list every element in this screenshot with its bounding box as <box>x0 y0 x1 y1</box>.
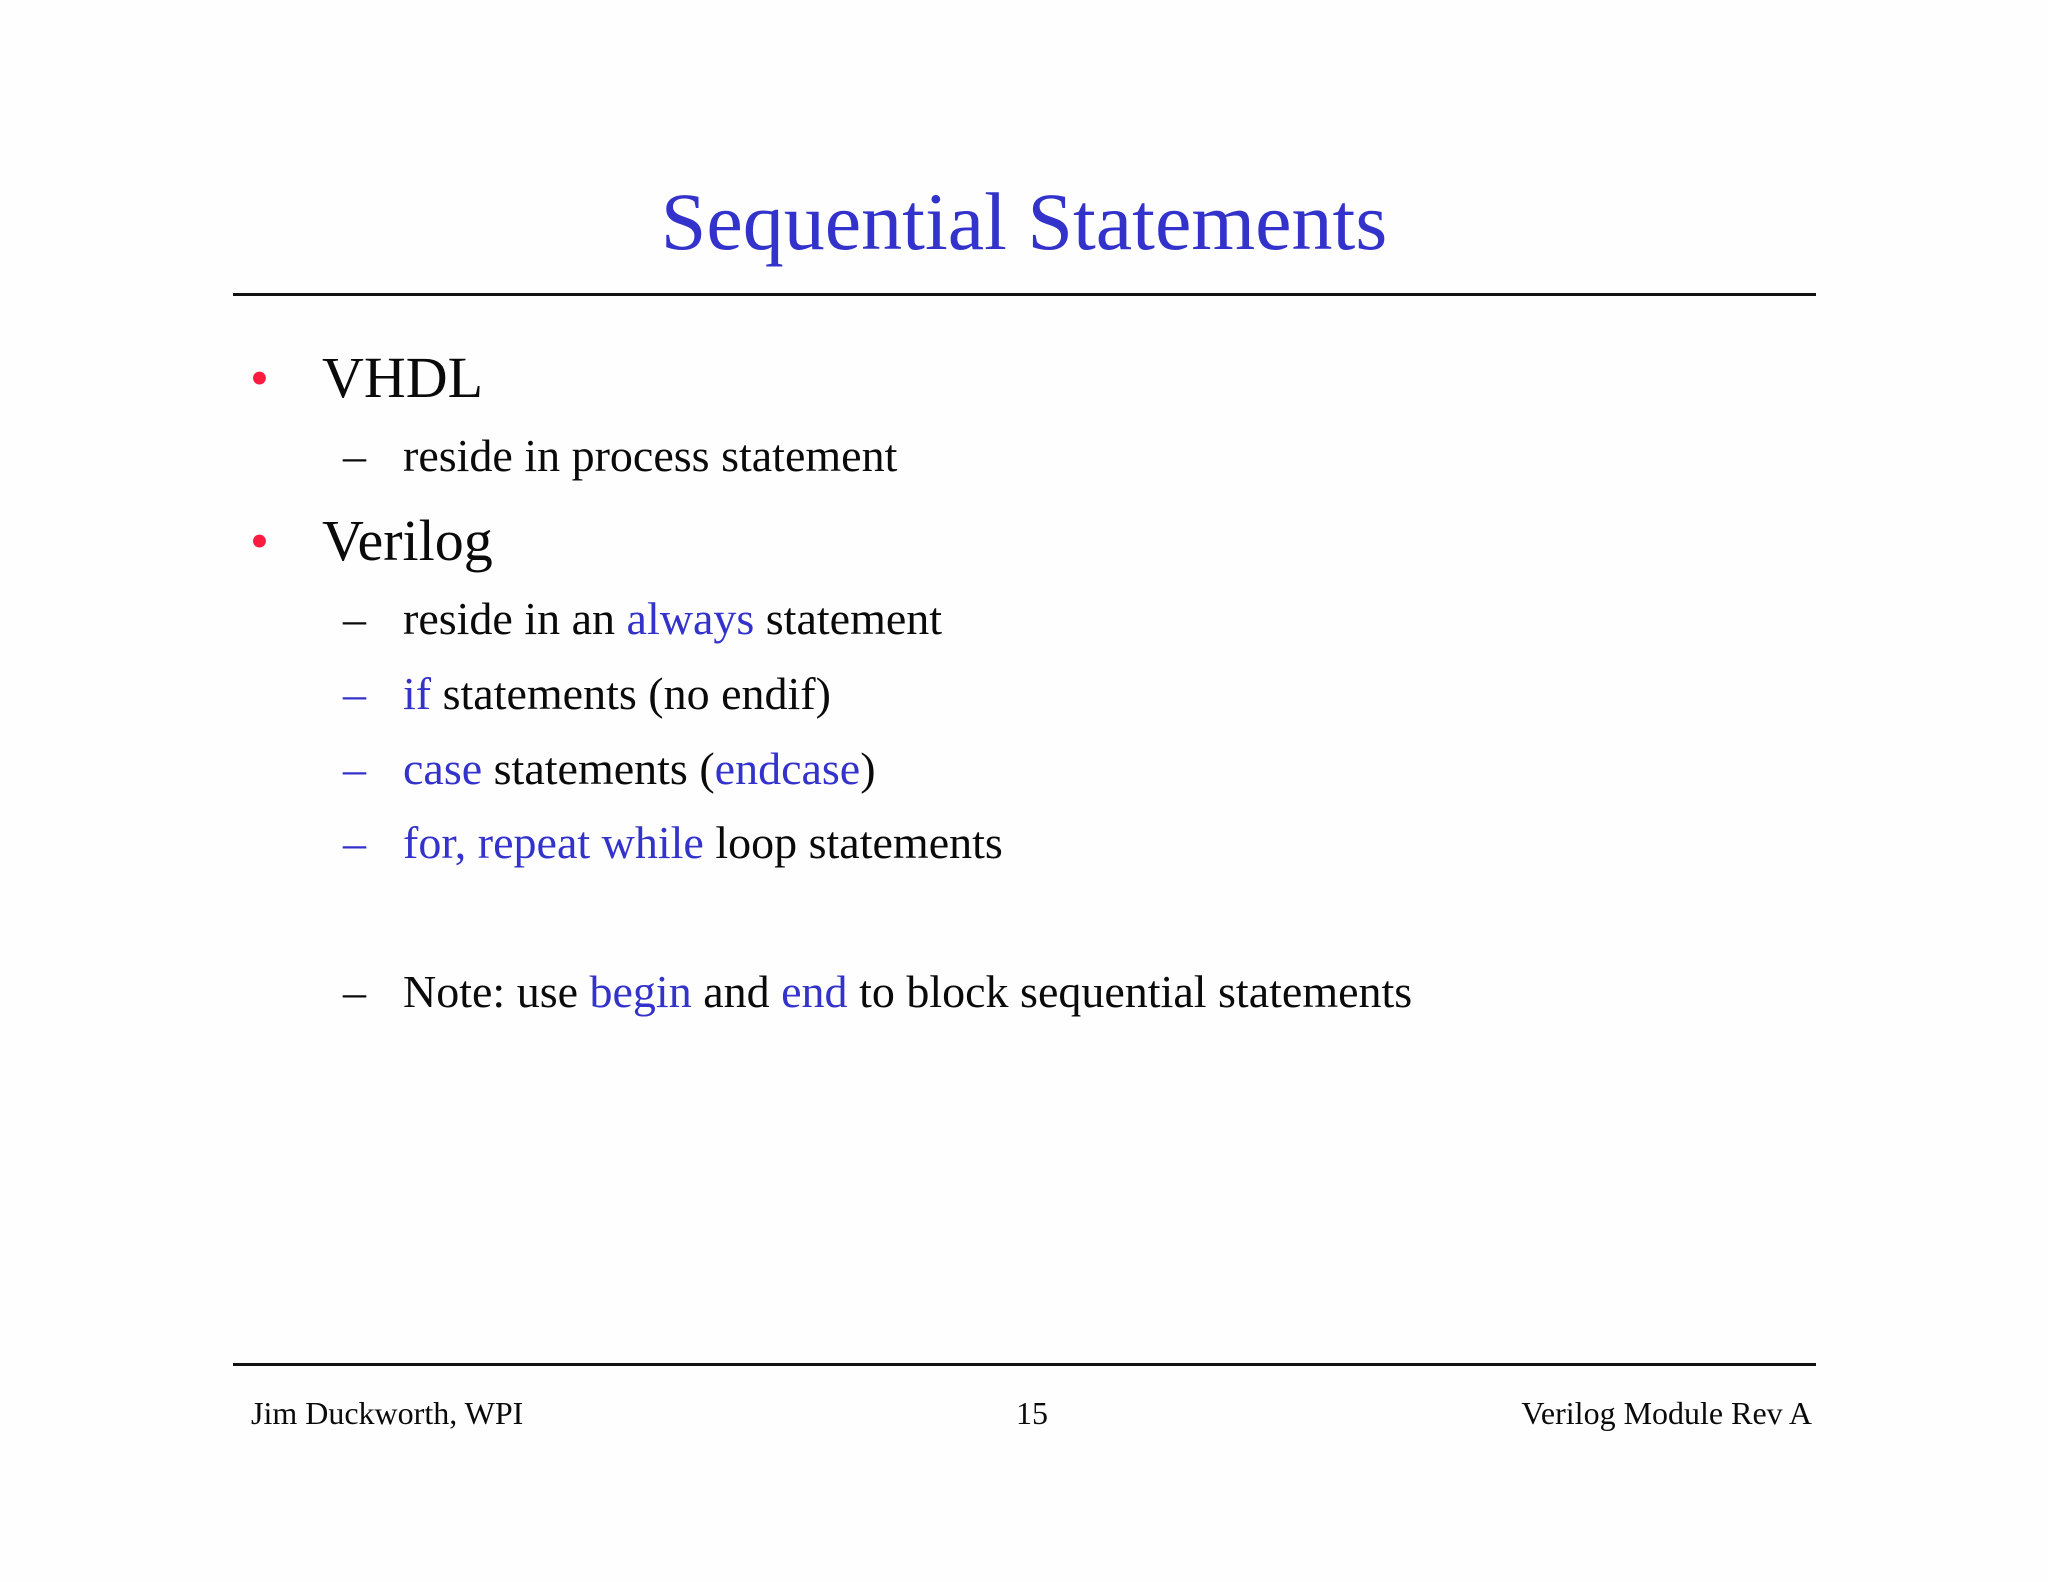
dash-icon: – <box>343 593 366 644</box>
bullet-icon: • <box>250 511 269 571</box>
bullet-label: VHDL <box>322 345 484 410</box>
text-span: loop statements <box>703 817 1003 868</box>
keyword-always: always <box>626 593 755 644</box>
subitem-text <box>403 666 831 722</box>
dash-icon: – <box>343 966 366 1017</box>
dash-icon: – <box>343 668 366 719</box>
footer-divider <box>233 1363 1816 1366</box>
text-span: Note: use <box>403 966 590 1017</box>
keyword-endcase: endcase <box>714 743 861 794</box>
keyword-if: if <box>403 668 432 719</box>
footer-module: Verilog Module Rev A <box>1521 1395 1812 1431</box>
bullet-label: Verilog <box>322 508 493 573</box>
subitem-text <box>403 741 876 797</box>
subitem-text <box>403 428 897 484</box>
text-span: ) <box>860 743 876 794</box>
subitem-text <box>403 591 942 647</box>
text-span: reside in an <box>403 593 627 644</box>
dash-icon: – <box>343 743 366 794</box>
text-span: and <box>691 966 782 1017</box>
dash-icon: – <box>343 430 366 481</box>
keyword-case: case <box>403 743 483 794</box>
text-span: statement <box>754 593 943 644</box>
keyword-begin: begin <box>589 966 692 1017</box>
text-span: to block sequential statements <box>847 966 1413 1017</box>
bullet-icon: • <box>250 348 269 408</box>
subitem-text <box>403 815 1003 871</box>
text-span: reside in process statement <box>403 430 898 481</box>
keyword-loops: for, repeat while <box>403 817 704 868</box>
subitem-text <box>403 964 1412 1020</box>
dash-icon: – <box>343 817 366 868</box>
title-divider <box>233 293 1816 296</box>
keyword-end: end <box>781 966 848 1017</box>
footer-page-number: 15 <box>1016 1395 1048 1431</box>
text-span: statements ( <box>482 743 715 794</box>
footer-author: Jim Duckworth, WPI <box>251 1395 524 1431</box>
text-span: statements (no endif) <box>431 668 831 719</box>
slide-title: Sequential Statements <box>660 176 1388 267</box>
